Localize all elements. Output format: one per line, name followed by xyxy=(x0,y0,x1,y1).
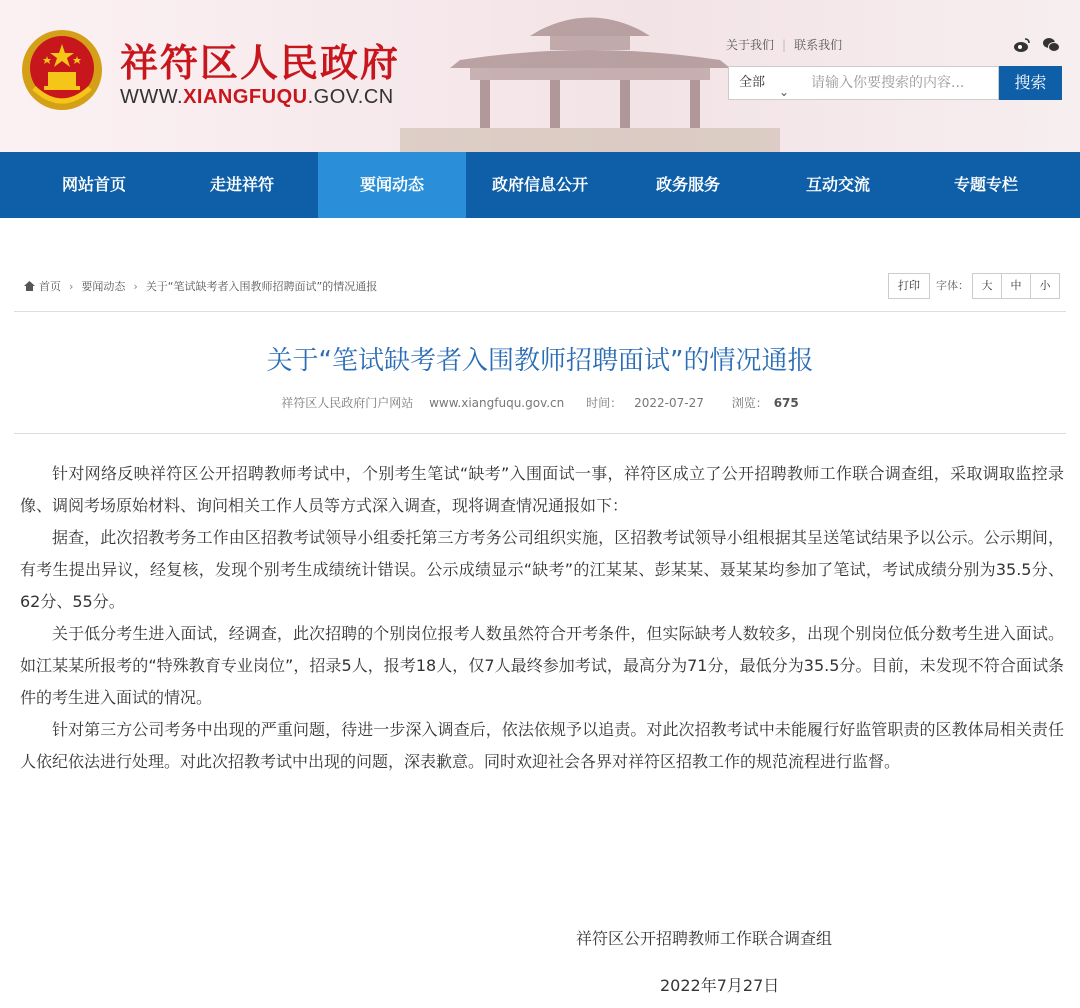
chevron-down-icon: ⌄ xyxy=(778,85,789,99)
article-paragraph: 针对网络反映祥符区公开招聘教师考试中，个别考生笔试“缺考”入围面试一事，祥符区成立了公开招聘教师工作联合调查组，采取调取监控录像、调阅考场原始材料、询问相关工作人员等方式深入调查，现将调查情况通报如下： xyxy=(20,464,1064,515)
article-signature: 祥符区公开招聘教师工作联合调查组 xyxy=(576,929,833,948)
nav-news[interactable]: 要闻动态 xyxy=(318,152,466,218)
chevron-right-icon: › xyxy=(69,279,74,293)
article-date: 2022年7月27日 xyxy=(660,976,780,995)
chevron-right-icon: › xyxy=(133,279,138,293)
article-paragraph: 据查，此次招教考务工作由区招教考试领导小组委托第三方考务公司组织实施，区招教考试领导小组根据其呈送笔试结果予以公示。公示期间，有考生提出异议，经复核，发现个别考生成绩统计错误。公示成绩显示“缺考”的江某某、彭某某、聂某某均参加了笔试，考试成绩分别为35.5分、62分、55分。 xyxy=(20,528,1064,611)
search-scope-select[interactable]: 全部 ⌄ xyxy=(728,66,798,100)
breadcrumb xyxy=(24,278,377,294)
article-title: 关于“笔试缺考者入围教师招聘面试”的情况通报 xyxy=(266,346,814,376)
breadcrumb-home[interactable]: 首页 xyxy=(39,280,61,293)
search-button[interactable]: 搜索 xyxy=(999,66,1062,100)
font-small-button[interactable]: 小 xyxy=(1030,273,1060,299)
national-emblem-icon xyxy=(20,28,104,112)
breadcrumb-current: 关于“笔试缺考者入围教师招聘面试”的情况通报 xyxy=(145,280,378,293)
about-us-link[interactable]: 关于我们 xyxy=(726,38,775,52)
nav-special-topics[interactable]: 专题专栏 xyxy=(953,175,1018,194)
search-input[interactable]: 请输入你要搜索的内容... xyxy=(797,66,999,100)
divider xyxy=(14,311,1066,312)
gate-building-image xyxy=(400,0,780,152)
article-time: 时间： 2022-07-27 xyxy=(586,396,704,410)
print-button[interactable]: 打印 xyxy=(888,273,930,299)
nav-about-xiangfu[interactable]: 走进祥符 xyxy=(209,175,274,194)
nav-home[interactable]: 网站首页 xyxy=(61,175,126,194)
nav-gov-services[interactable]: 政务服务 xyxy=(655,175,720,194)
divider xyxy=(14,433,1066,434)
nav-gov-info[interactable]: 政府信息公开 xyxy=(491,175,588,194)
article-paragraph: 关于低分考生进入面试，经调查，此次招聘的个别岗位报考人数虽然符合开考条件，但实际缺考人数较多，出现个别岗位低分数考生进入面试。如江某某所报考的“特殊教育专业岗位”，招录5人，报考18人，仅7人最终参加考试，最高分为71分，最低分为35.5分。目前，未发现不符合面试条件的考生进入面试的情况。 xyxy=(20,624,1064,707)
site-url: WWW.XIANGFUQU.GOV.CN xyxy=(120,86,394,108)
site-title[interactable]: 祥符区人民政府 xyxy=(120,40,401,85)
article-url: www.xiangfuqu.gov.cn xyxy=(429,396,565,410)
article-body xyxy=(20,458,1064,778)
contact-us-link[interactable]: 联系我们 xyxy=(794,38,843,52)
home-icon xyxy=(24,281,35,291)
site-header xyxy=(0,0,1080,152)
main-nav xyxy=(0,152,1080,218)
font-size-label: 字体： xyxy=(936,279,969,292)
breadcrumb-news[interactable]: 要闻动态 xyxy=(81,280,126,293)
weibo-icon[interactable] xyxy=(1013,36,1031,54)
search-box xyxy=(728,66,1062,100)
article-paragraph: 针对第三方公司考务中出现的严重问题，待进一步深入调查后，依法依规予以追责。对此次招教考试中未能履行好监管职责的区教体局相关责任人依纪依法进行处理。对此次招教考试中出现的问题，深表歉意。同时欢迎社会各界对祥符区招教工作的规范流程进行监督。 xyxy=(20,720,1064,771)
font-medium-button[interactable]: 中 xyxy=(1001,273,1031,299)
article-views: 浏览： 675 xyxy=(731,396,799,410)
nav-interaction[interactable]: 互动交流 xyxy=(805,175,870,194)
font-large-button[interactable]: 大 xyxy=(972,273,1002,299)
wechat-icon[interactable] xyxy=(1042,36,1060,54)
article-meta xyxy=(0,394,1080,411)
article-source: 祥符区人民政府门户网站 xyxy=(281,396,414,410)
top-links: 关于我们 | 联系我们 xyxy=(726,38,843,52)
